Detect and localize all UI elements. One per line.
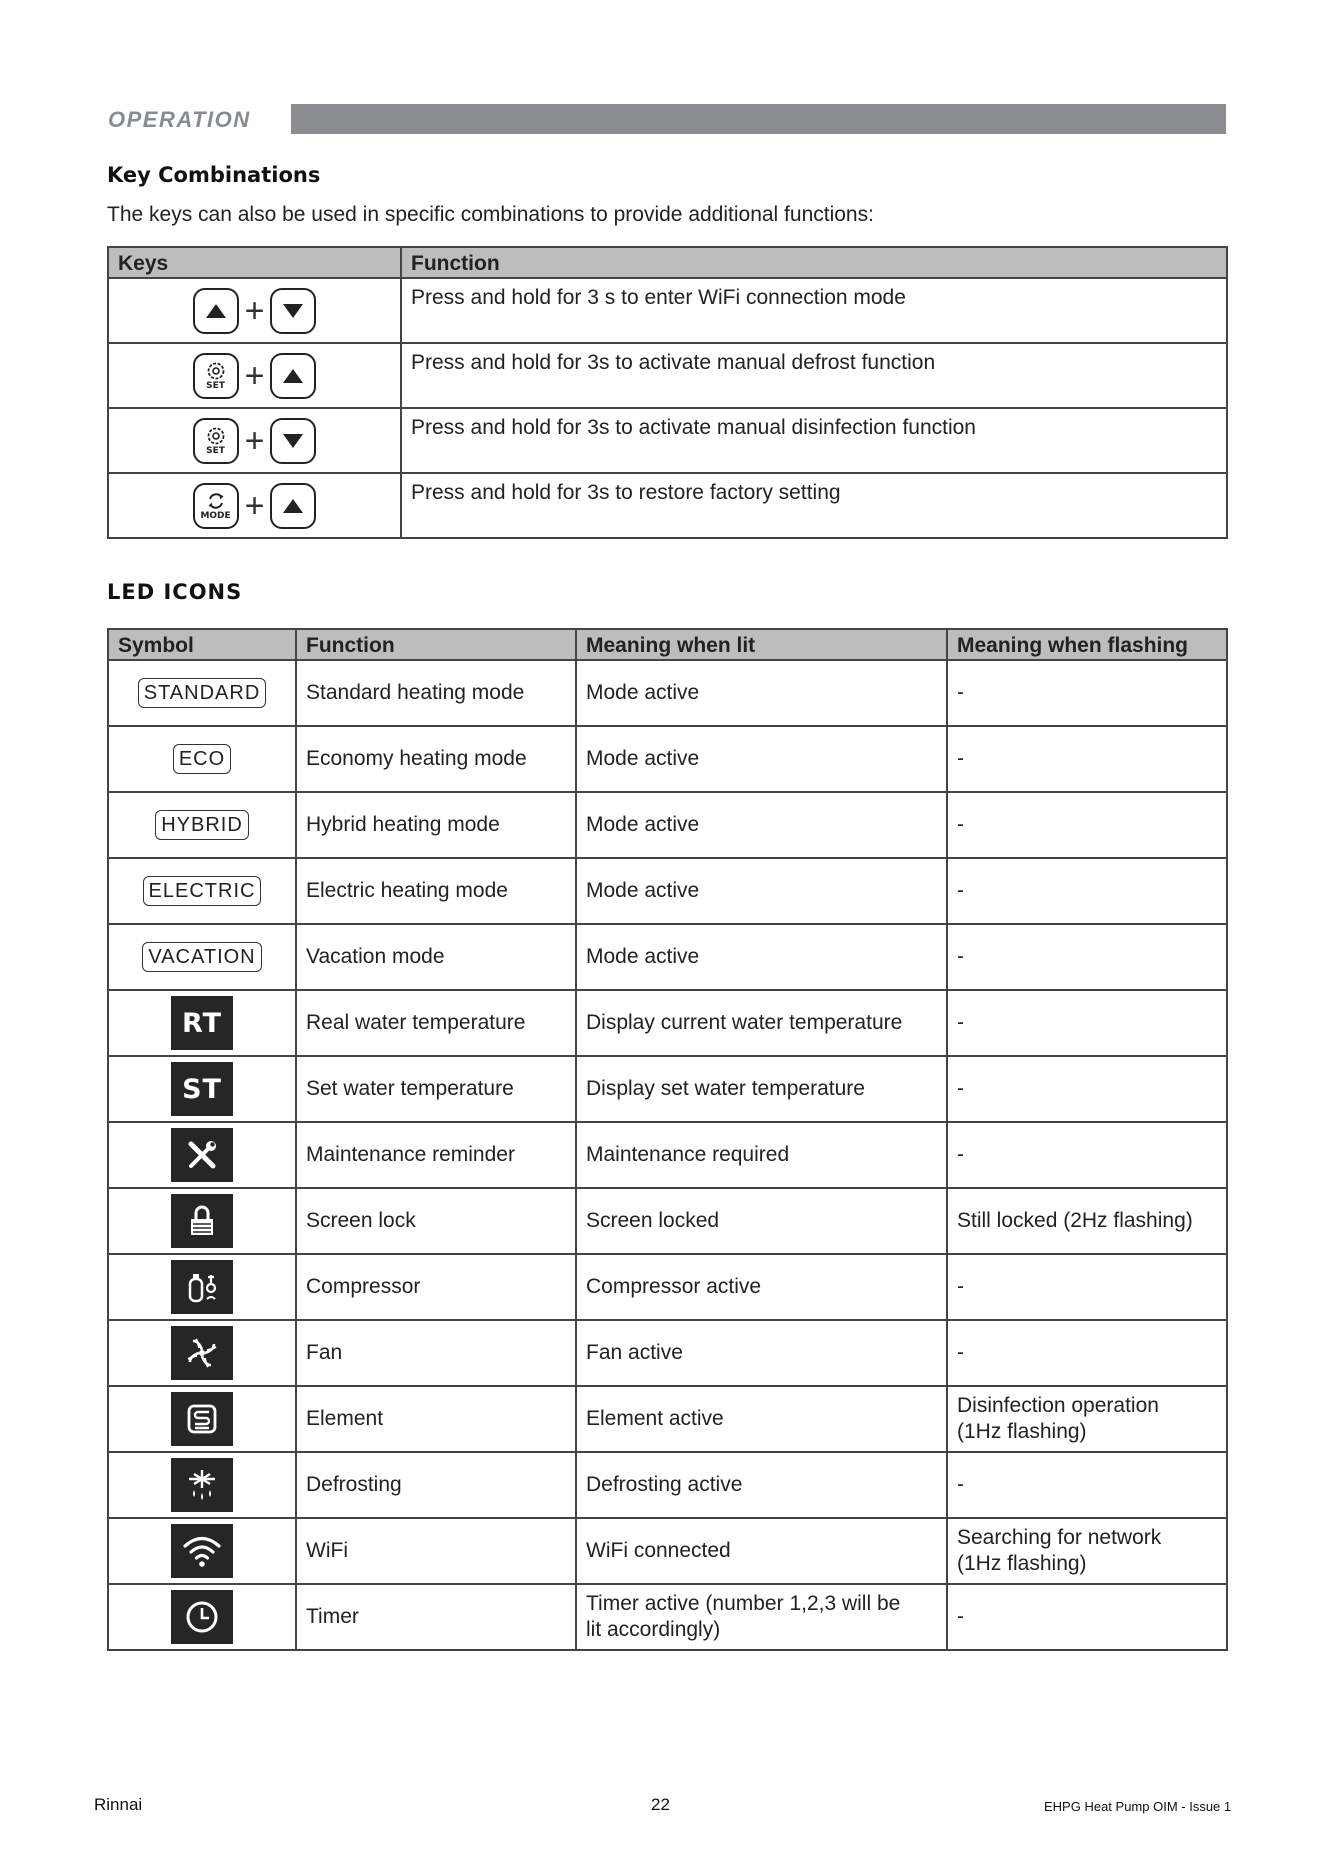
maintenance-wrench-icon [171,1128,233,1182]
header-meaning-flashing: Meaning when flashing [947,629,1227,660]
electric-symbol: ELECTRIC [143,876,262,906]
set-label: SET [206,380,225,391]
header-symbol: Symbol [108,629,296,660]
table-row [108,924,1227,990]
keys-cell [108,473,401,538]
function-cell: Timer [296,1584,576,1650]
flashing-line-1: Disinfection operation [957,1394,1159,1417]
symbol-cell [108,1188,296,1254]
vacation-symbol: VACATION [142,942,261,972]
table-row [108,1386,1227,1452]
symbol-cell [108,792,296,858]
lit-cell: Mode active [576,792,947,858]
flashing-cell: - [947,1122,1227,1188]
table-row [108,473,1227,538]
flashing-cell: - [947,1452,1227,1518]
key-combinations-intro: The keys can also be used in specific combinations to provide additional functions: [107,203,874,226]
lit-cell: Mode active [576,924,947,990]
fan-icon [171,1326,233,1380]
flashing-cell: - [947,990,1227,1056]
lit-cell: Display set water temperature [576,1056,947,1122]
function-cell: Vacation mode [296,924,576,990]
down-arrow-button-icon [270,288,316,334]
table-row [108,1188,1227,1254]
function-cell: Element [296,1386,576,1452]
function-cell: Press and hold for 3s to restore factory setting [401,473,1227,538]
mode-label: MODE [200,510,231,521]
flashing-cell: - [947,726,1227,792]
symbol-cell [108,1518,296,1584]
symbol-cell [108,990,296,1056]
led-icons-heading: LED ICONS [107,580,243,604]
symbol-cell [108,1254,296,1320]
table-row [108,1584,1227,1650]
function-cell: Standard heating mode [296,660,576,726]
lit-cell: Mode active [576,858,947,924]
table-row [108,858,1227,924]
table-row [108,1518,1227,1584]
hybrid-symbol: HYBRID [155,810,249,840]
lit-line-1: Timer active (number 1,2,3 will be [586,1592,901,1615]
function-cell: Press and hold for 3s to activate manual defrost function [401,343,1227,408]
function-cell: Fan [296,1320,576,1386]
header-meaning-lit: Meaning when lit [576,629,947,660]
lit-cell [576,1584,947,1650]
flashing-cell: - [947,924,1227,990]
flashing-cell: - [947,792,1227,858]
rt-symbol-text: RT [182,1007,222,1039]
mode-button-icon [193,483,239,529]
down-arrow-button-icon [270,418,316,464]
footer-brand: Rinnai [94,1795,143,1814]
plus-sign: + [244,421,265,460]
st-icon [171,1062,233,1116]
flashing-cell: - [947,858,1227,924]
table-row [108,1254,1227,1320]
lit-cell: Defrosting active [576,1452,947,1518]
function-cell: Real water temperature [296,990,576,1056]
lit-cell: Display current water temperature [576,990,947,1056]
symbol-cell [108,726,296,792]
flashing-cell: - [947,1056,1227,1122]
symbol-cell [108,1386,296,1452]
lit-cell: Mode active [576,660,947,726]
header-keys: Keys [108,247,401,278]
symbol-cell [108,1452,296,1518]
symbol-cell [108,1056,296,1122]
table-row [108,1122,1227,1188]
header-function: Function [401,247,1227,278]
flashing-cell: - [947,660,1227,726]
timer-clock-icon [171,1590,233,1644]
key-combinations-table [107,246,1228,539]
keys-cell [108,278,401,343]
lit-cell: Compressor active [576,1254,947,1320]
table-row [108,1320,1227,1386]
table-header-row [108,629,1227,660]
function-cell: Press and hold for 3 s to enter WiFi connection mode [401,278,1227,343]
up-arrow-button-icon [270,483,316,529]
function-cell: WiFi [296,1518,576,1584]
plus-sign: + [244,291,265,330]
up-arrow-button-icon [193,288,239,334]
lit-line-2: lit accordingly) [586,1618,721,1641]
rt-icon [171,996,233,1050]
lit-cell: Screen locked [576,1188,947,1254]
up-arrow-button-icon [270,353,316,399]
set-label: SET [206,445,225,456]
lit-cell: Maintenance required [576,1122,947,1188]
flashing-cell: - [947,1254,1227,1320]
lit-cell: Element active [576,1386,947,1452]
function-cell: Hybrid heating mode [296,792,576,858]
table-row [108,408,1227,473]
flashing-cell: Still locked (2Hz flashing) [947,1188,1227,1254]
section-label: OPERATION [108,107,251,132]
table-row [108,1452,1227,1518]
flashing-cell: - [947,1320,1227,1386]
keys-cell [108,408,401,473]
led-icons-table [107,628,1228,1651]
table-row [108,792,1227,858]
compressor-icon [171,1260,233,1314]
function-cell: Set water temperature [296,1056,576,1122]
table-row [108,278,1227,343]
table-row [108,990,1227,1056]
lit-cell: Mode active [576,726,947,792]
function-cell: Defrosting [296,1452,576,1518]
flashing-line-2: (1Hz flashing) [957,1420,1087,1443]
function-cell: Compressor [296,1254,576,1320]
flashing-cell: - [947,1584,1227,1650]
footer-document-title: EHPG Heat Pump OIM - Issue 1 [1044,1799,1232,1814]
plus-sign: + [244,356,265,395]
symbol-cell [108,1584,296,1650]
flashing-line-2: (1Hz flashing) [957,1552,1087,1575]
st-symbol-text: ST [182,1073,222,1105]
flashing-cell [947,1518,1227,1584]
plus-sign: + [244,486,265,525]
defrost-snowflake-icon [171,1458,233,1512]
set-button-icon [193,418,239,464]
section-header [108,103,1228,135]
eco-symbol: ECO [173,744,231,774]
table-header-row [108,247,1227,278]
flashing-line-1: Searching for network [957,1526,1162,1549]
key-combinations-heading: Key Combinations [107,163,321,187]
function-cell: Electric heating mode [296,858,576,924]
flashing-cell [947,1386,1227,1452]
table-row [108,726,1227,792]
symbol-cell [108,858,296,924]
wifi-icon [171,1524,233,1578]
set-button-icon [193,353,239,399]
standard-symbol: STANDARD [138,678,267,708]
symbol-cell [108,1122,296,1188]
keys-cell [108,343,401,408]
symbol-cell [108,1320,296,1386]
function-cell: Economy heating mode [296,726,576,792]
heating-element-icon [171,1392,233,1446]
function-cell: Maintenance reminder [296,1122,576,1188]
function-cell: Screen lock [296,1188,576,1254]
padlock-icon [171,1194,233,1248]
symbol-cell [108,660,296,726]
section-bar [291,104,1226,134]
lit-cell: WiFi connected [576,1518,947,1584]
table-row [108,660,1227,726]
symbol-cell [108,924,296,990]
footer-page-number: 22 [651,1795,670,1814]
table-row [108,343,1227,408]
table-row [108,1056,1227,1122]
lit-cell: Fan active [576,1320,947,1386]
function-cell: Press and hold for 3s to activate manual disinfection function [401,408,1227,473]
header-function: Function [296,629,576,660]
